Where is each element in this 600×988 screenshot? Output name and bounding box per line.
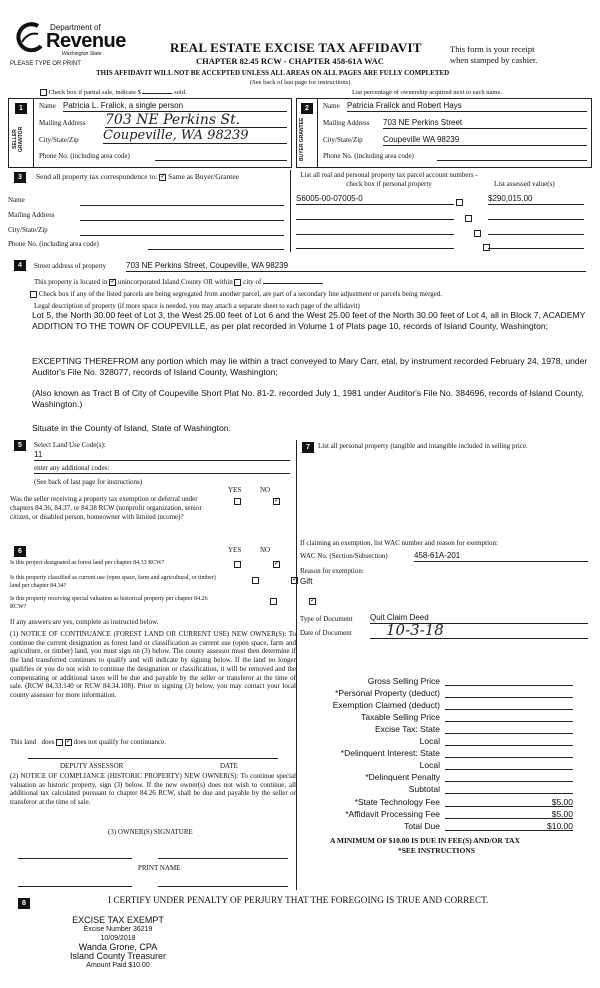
corr-name-label: Name	[8, 196, 25, 204]
sec6-yes-header: YES	[228, 546, 242, 554]
print-name-line-2[interactable]	[158, 886, 288, 887]
property-street[interactable]: 703 NE Perkins Street, Coupeville, WA 98239	[126, 261, 586, 272]
sec5-no-header: NO	[260, 486, 271, 494]
fee-label: Exemption Claimed (deduct)	[332, 700, 440, 711]
buyer-mailing[interactable]: 703 NE Perkins Street	[383, 118, 587, 129]
fee-row	[300, 809, 600, 820]
stamp-line4: Wanda Grone, CPA	[78, 942, 158, 952]
unincorporated-checkbox[interactable]	[109, 279, 116, 286]
document-type[interactable]: Quit Claim Deed	[370, 613, 588, 624]
fee-value[interactable]	[445, 724, 573, 734]
fee-label: *State Technology Fee	[354, 796, 440, 807]
same-as-label: Same as Buyer/Grantee	[168, 172, 239, 181]
fee-row	[300, 712, 600, 723]
minimum-due: A MINIMUM OF $10.00 IS DUE IN FEE(S) AND/OR TAX	[330, 836, 520, 845]
owner-signature-line-2[interactable]	[158, 858, 288, 859]
corr-phone[interactable]	[148, 240, 284, 250]
stamp-line1: EXCISE TAX EXEMPT	[72, 915, 164, 925]
stamp-line6: Amount Paid $10.00	[86, 962, 150, 969]
fee-label: *Delinquent Penalty	[365, 772, 440, 783]
assessed-value-2[interactable]	[488, 210, 584, 220]
fee-row	[300, 736, 600, 747]
exemption-question: Was the seller receiving a property tax exemption or deferral under chapters 84.36, 84.37, or 84.38 RCW (nonprofit organization, senior citizen, or disabled person, homeowner with limited income)?	[10, 495, 202, 521]
fee-value[interactable]	[445, 712, 573, 722]
partial-sale	[40, 89, 187, 96]
receipt-line1: This form is your receipt	[450, 44, 535, 54]
print-name-line-1[interactable]	[18, 886, 132, 887]
parcel-header: List all real and personal property tax parcel account numbers - check box if personal property	[300, 171, 478, 188]
corr-mailing-label: Mailing Address	[8, 211, 55, 219]
corr-mailing[interactable]	[80, 211, 284, 221]
buyer-city[interactable]: Coupeville WA 98239	[383, 135, 587, 146]
wac-number[interactable]: 458-61A-201	[414, 551, 588, 562]
same-as-buyer-checkbox[interactable]	[159, 174, 166, 181]
fee-value[interactable]	[445, 688, 573, 698]
treasurer-stamp	[48, 916, 188, 970]
section-3	[8, 170, 592, 252]
fee-label: Local	[419, 760, 440, 771]
qualify-label: qualify for continuance.	[98, 738, 166, 746]
corr-name[interactable]	[80, 196, 284, 206]
certify-statement: I CERTIFY UNDER PENALTY OF PERJURY THAT THE FOREGOING IS TRUE AND CORRECT.	[108, 895, 489, 905]
date-label: DATE	[220, 762, 238, 770]
fee-label: Total Due	[404, 820, 440, 831]
fee-value[interactable]: $5.00	[445, 797, 573, 807]
fee-value[interactable]: $5.00	[445, 809, 573, 819]
city-of-label: city of	[243, 278, 262, 286]
owner-signature-line-1[interactable]	[18, 858, 132, 859]
fee-row	[300, 772, 600, 783]
parcel-number[interactable]: S6005-00-07005-0	[296, 194, 454, 205]
current-use-question: Is this property classified as current use (open space, farm and agricultural, or timber) land per chapter 84.34?	[10, 575, 216, 589]
seller-name-label: Name	[39, 102, 56, 110]
section-3-number: 3	[14, 172, 26, 183]
section-8-number: 8	[18, 898, 30, 909]
exemption-yes-checkbox[interactable]	[234, 498, 241, 505]
corr-phone-label: Phone No. (including area code)	[8, 240, 99, 248]
forest-no-checkbox[interactable]	[273, 561, 280, 568]
exemption-reason[interactable]: Gift	[300, 577, 313, 586]
corr-city[interactable]	[80, 226, 284, 236]
reason-label: Reason for exemption:	[300, 567, 364, 575]
revenue-logo-icon	[14, 22, 44, 56]
current-use-yes-checkbox[interactable]	[252, 577, 259, 584]
stamp-line2: Excise Number 36219	[83, 926, 153, 933]
fee-row	[300, 676, 600, 687]
percentage: List percentage of ownership acquired next to each name.	[352, 89, 502, 96]
fee-value[interactable]	[445, 760, 573, 770]
if-yes: If any answers are yes, complete as instructed below.	[10, 618, 159, 626]
personal-property-checkbox-1[interactable]	[456, 199, 463, 206]
does-not-label: does not	[73, 738, 98, 746]
additional-codes-label: enter any additional codes:	[34, 464, 110, 472]
fee-label: *Delinquent Interest: State	[340, 748, 440, 759]
fee-row	[300, 724, 600, 735]
section-6	[8, 544, 296, 896]
buyer-phone[interactable]	[437, 151, 587, 161]
corr-city-label: City/State/Zip	[8, 226, 48, 234]
legal-paragraph-1: Lot 5, the North 30.00 feet of Lot 3, the West 25.00 feet of Lot 6 and the West 25.00 feet of the North 30.00 feet of Lot 4, all in Block 7, ACADEMY ADDITION TO THE TOWN OF COUPEVILLE, as per plat recorded in Volume 1 of Plats page 10, records of Island County, Washington;	[32, 310, 586, 331]
section-1-number: 1	[15, 103, 27, 114]
legal-paragraph-4: Situate in the County of Island, State of Washington.	[32, 423, 231, 433]
owner-signature-label: (3) OWNER(S) SIGNATURE	[108, 828, 193, 836]
sec6-no-header: NO	[260, 546, 271, 554]
see-instructions: *SEE INSTRUCTIONS	[398, 846, 475, 855]
notice-of-continuance: (1) NOTICE OF CONTINUANCE (FOREST LAND OR CURRENT USE) NEW OWNER(S): To continue the current designation as forest land or classification as current use (open space, farm and agriculture, or timber) land, you must sign on (3) below. The county assessor must then determine if the land transferred continues to qualify and will indicate by signing below. If the land no longer qualifies or you do not wish to continue the designation or classification, it will be removed and the compensating or additional taxes will be due and payable by the seller or transferor at the time of sale. (RCW 84.33.140 or RCW 84.34.108). Prior to signing (3) below, you may contact your local county assessor for more information.	[10, 630, 296, 699]
seller-phone[interactable]	[155, 151, 287, 161]
does-checkbox[interactable]	[56, 739, 63, 746]
section-1	[8, 98, 292, 168]
legal-paragraph-3: (Also known as Tract B of City of Coupeville Short Plat No. 81-2. recorded July 1, 1981 under Auditor's File No. 384696, records of Island County, Washington.)	[32, 388, 584, 409]
seller-city[interactable]: Coupeville, WA 98239	[103, 128, 287, 144]
section-2	[296, 98, 592, 168]
print-name-label: PRINT NAME	[138, 864, 181, 872]
wac-label: WAC No. (Section/Subsection)	[300, 552, 388, 560]
partial-sale-label: Check box if partial sale, indicate $	[48, 89, 141, 96]
dor-logo	[14, 20, 126, 62]
parcel-number-4[interactable]	[296, 239, 454, 249]
fee-value[interactable]: $10.00	[445, 821, 573, 831]
stamp-line3: 10/09/2018	[100, 935, 136, 942]
buyer-mailing-label: Mailing Address	[323, 119, 370, 127]
fee-row	[300, 821, 600, 832]
land-use-see-back: (See back of last page for instructions)	[34, 478, 143, 486]
buyer-city-label: City/State/Zip	[323, 136, 363, 144]
seller-mailing-label: Mailing Address	[39, 119, 86, 127]
historic-yes-checkbox[interactable]	[270, 598, 277, 605]
seller-phone-label: Phone No. (including area code)	[39, 152, 130, 160]
historic-question: Is this property receiving special valuation as historical property per chapter 84.26 RCW?	[10, 596, 208, 610]
fee-row	[300, 760, 600, 771]
located-line	[34, 278, 323, 286]
fee-label: Subtotal	[408, 784, 440, 795]
fee-value[interactable]	[445, 772, 573, 782]
doc-date-label: Date of Document	[300, 629, 352, 637]
assessed-value-3[interactable]	[488, 225, 584, 235]
fee-value[interactable]	[445, 748, 573, 758]
sold-label: sold.	[174, 89, 187, 96]
parcel-number-2[interactable]	[296, 210, 454, 220]
fee-row	[300, 748, 600, 759]
located-label: This property is located in	[34, 278, 108, 286]
form-chapter: CHAPTER 82.45 RCW - CHAPTER 458-61A WAC	[196, 56, 384, 66]
fee-value[interactable]	[445, 736, 573, 746]
claiming-label: If claiming an exemption, list WAC number and reason for exemption:	[300, 539, 498, 547]
section-4	[8, 258, 592, 438]
personal-property-checkbox-2[interactable]	[465, 215, 472, 222]
buyer-name-label: Name	[323, 102, 340, 110]
fee-row	[300, 700, 600, 711]
continuance-line	[10, 738, 166, 746]
city-of-field[interactable]	[263, 283, 323, 284]
section-5	[8, 440, 296, 542]
city-of-checkbox[interactable]	[234, 279, 241, 286]
assessed-value[interactable]: $290,015.00	[488, 194, 584, 205]
exemption-no-checkbox[interactable]	[273, 498, 280, 505]
fee-label: *Personal Property (deduct)	[335, 688, 440, 699]
section-6-number: 6	[14, 546, 26, 557]
personal-property-label: List all personal property (tangible and intangible included in selling price.	[318, 442, 528, 450]
deputy-label: DEPUTY ASSESSOR	[60, 762, 124, 770]
does-not-checkbox[interactable]	[65, 739, 72, 746]
additional-codes-field[interactable]	[34, 473, 290, 474]
deputy-signature-line[interactable]	[28, 758, 278, 759]
doc-type-label: Type of Document	[300, 615, 353, 623]
send-correspondence	[36, 172, 239, 181]
fee-row	[300, 797, 600, 808]
seller-side-label: SELLER GRANTOR	[12, 126, 24, 153]
section-5-number: 5	[14, 440, 26, 451]
notice-of-compliance: (2) NOTICE OF COMPLIANCE (HISTORIC PROPERTY) NEW OWNER(S): To continue special valuation as historic property, sign (3) below. If the new owner(s) does not wish to continue, all additional tax calculated pursuant to chapter 84.26 RCW, shall be due and payable by the seller or transferor at the time of sale.	[10, 772, 296, 807]
fee-value[interactable]	[445, 676, 573, 686]
segregated-checkbox[interactable]	[30, 291, 37, 298]
form-title: REAL ESTATE EXCISE TAX AFFIDAVIT	[170, 40, 422, 55]
fee-label: Local	[419, 736, 440, 747]
segregated-line	[30, 290, 442, 298]
legal-label: Legal description of property (if more space is needed, you may attach a separate sheet to each page of the affidavit)	[34, 302, 360, 310]
land-use-code[interactable]: 11	[34, 450, 290, 461]
buyer-phone-label: Phone No. (including area code)	[323, 152, 414, 160]
partial-sale-amount[interactable]	[142, 93, 172, 94]
forest-question: Is this project designated as forest land per chapter 84.33 RCW?	[10, 560, 165, 566]
section-7	[300, 440, 592, 640]
fee-row	[300, 688, 600, 699]
stamp-line5: Island County Treasurer	[69, 951, 167, 961]
section-4-number: 4	[14, 260, 26, 271]
section-2-number: 2	[301, 103, 313, 114]
street-label: Street address of property	[34, 262, 107, 270]
see-back: (See back of last page for instructions)	[250, 79, 351, 86]
fee-label: Gross Selling Price	[367, 676, 440, 686]
document-date[interactable]: 10-3-18	[370, 621, 588, 639]
unincorporated-label: unincorporated Island County OR within	[117, 278, 233, 286]
fee-label: *Affidavit Processing Fee	[345, 808, 440, 819]
fee-label: Taxable Selling Price	[361, 712, 440, 723]
assessed-header: List assessed value(s)	[494, 180, 555, 188]
parcel-number-3[interactable]	[296, 225, 454, 235]
dept-of: Department of	[50, 23, 101, 32]
segregated-label: Check box if any of the listed parcels are being segregated from another parcel, are part of a secondary line adjustment or parcels being merged.	[38, 290, 443, 298]
assessed-value-4[interactable]	[488, 239, 584, 249]
section-7-number: 7	[302, 442, 314, 453]
warning: THIS AFFIDAVIT WILL NOT BE ACCEPTED UNLESS ALL AREAS ON ALL PAGES ARE FULLY COMPLETED	[96, 69, 450, 77]
legal-paragraph-2: EXCEPTING THEREFROM any portion which may lie within a tract conveyed to Mary Carr, etal, by instrument recorded February 24, 1978, under Auditor's File No. 328077, records of Island County, Washington;	[32, 356, 588, 377]
sec5-yes-header: YES	[228, 486, 242, 494]
receipt-line2: when stamped by cashier.	[450, 55, 538, 65]
fee-value[interactable]	[445, 784, 573, 794]
dept-state: Washington State	[62, 51, 102, 57]
send-label: Send all property tax correspondence to:	[36, 172, 158, 181]
this-land-label: This land	[10, 738, 37, 746]
forest-yes-checkbox[interactable]	[234, 561, 241, 568]
personal-property-checkbox-3[interactable]	[474, 230, 481, 237]
partial-sale-checkbox[interactable]	[40, 89, 47, 96]
buyer-name[interactable]: Patricia Fralick and Robert Hays	[347, 101, 587, 112]
please-type: PLEASE TYPE OR PRINT	[10, 61, 81, 67]
dept-name: Revenue	[46, 30, 126, 52]
land-use-label: Select Land Use Code(s):	[34, 441, 106, 449]
seller-city-label: City/State/Zip	[39, 136, 79, 144]
seller-name[interactable]: Patricia L. Fralick, a single person	[63, 101, 287, 112]
buyer-side-label: BUYER GRANTEE	[299, 117, 305, 162]
fee-row	[300, 784, 600, 795]
fee-label: Excise Tax: State	[374, 724, 440, 735]
seller-mailing[interactable]: 703 NE Perkins St.	[105, 112, 287, 128]
fee-value[interactable]	[445, 700, 573, 710]
does-label: does	[41, 738, 55, 746]
